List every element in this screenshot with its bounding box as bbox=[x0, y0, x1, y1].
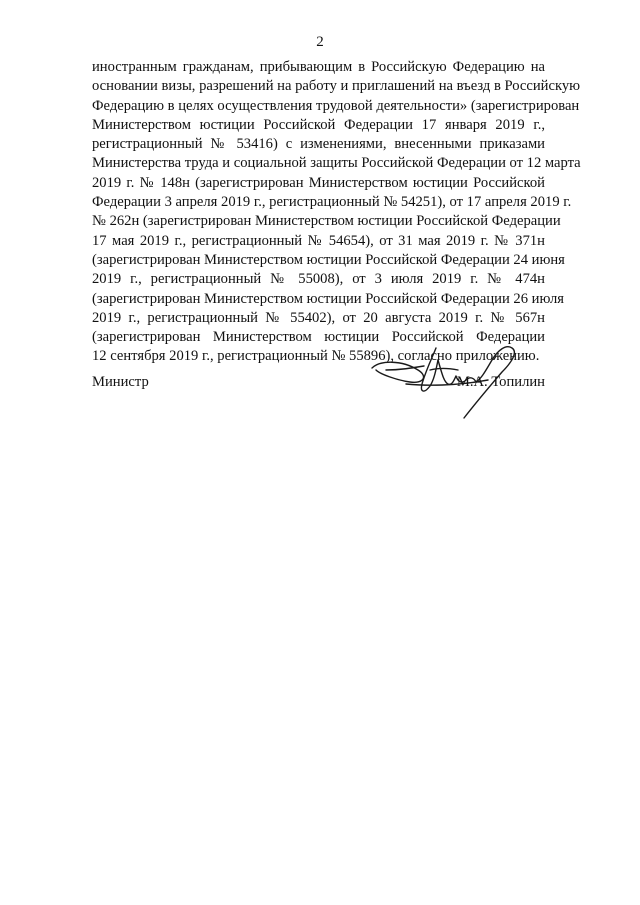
body-line: регистрационный № 53416) с изменениями, внесенными приказами bbox=[92, 136, 545, 153]
body-line: 17 мая 2019 г., регистрационный № 54654), от 31 мая 2019 г. № 371н bbox=[92, 232, 545, 249]
body-line: 2019 г., регистрационный № 55402), от 20 августа 2019 г. № 567н bbox=[92, 309, 545, 326]
signatory-title: Министр bbox=[92, 374, 149, 390]
body-line: Министерством юстиции Российской Федерации 17 января 2019 г., bbox=[92, 116, 545, 133]
body-line: (зарегистрирован Министерством юстиции Российской Федерации bbox=[92, 329, 545, 346]
body-line: 2019 г., регистрационный № 55008), от 3 июля 2019 г. № 474н bbox=[92, 271, 545, 288]
body-line: № 262н (зарегистрирован Министерством юстиции Российской Федерации bbox=[92, 213, 561, 230]
document-body-text bbox=[92, 58, 581, 367]
signatory-name: М.А. Топилин bbox=[456, 374, 545, 390]
body-line: иностранным гражданам, прибывающим в Российскую Федерацию на bbox=[92, 59, 545, 75]
body-line: (зарегистрирован Министерством юстиции Российской Федерации 26 июля bbox=[92, 290, 564, 307]
signature-block bbox=[92, 372, 545, 392]
page-number: 2 bbox=[316, 34, 324, 50]
body-line: 12 сентября 2019 г., регистрационный № 55896), согласно приложению. bbox=[92, 348, 540, 365]
body-line: Министерства труда и социальной защиты Российской Федерации от 12 марта bbox=[92, 155, 581, 172]
body-line: основании визы, разрешений на работу и приглашений на въезд в Российскую bbox=[92, 78, 581, 95]
body-line: Федерацию в целях осуществления трудовой деятельности» (зарегистрирован bbox=[92, 97, 580, 114]
body-line: 2019 г. № 148н (зарегистрирован Министерством юстиции Российской bbox=[92, 174, 545, 191]
body-line: Федерации 3 апреля 2019 г., регистрационный № 54251), от 17 апреля 2019 г. bbox=[92, 194, 572, 211]
body-line: (зарегистрирован Министерством юстиции Российской Федерации 24 июня bbox=[92, 251, 565, 268]
